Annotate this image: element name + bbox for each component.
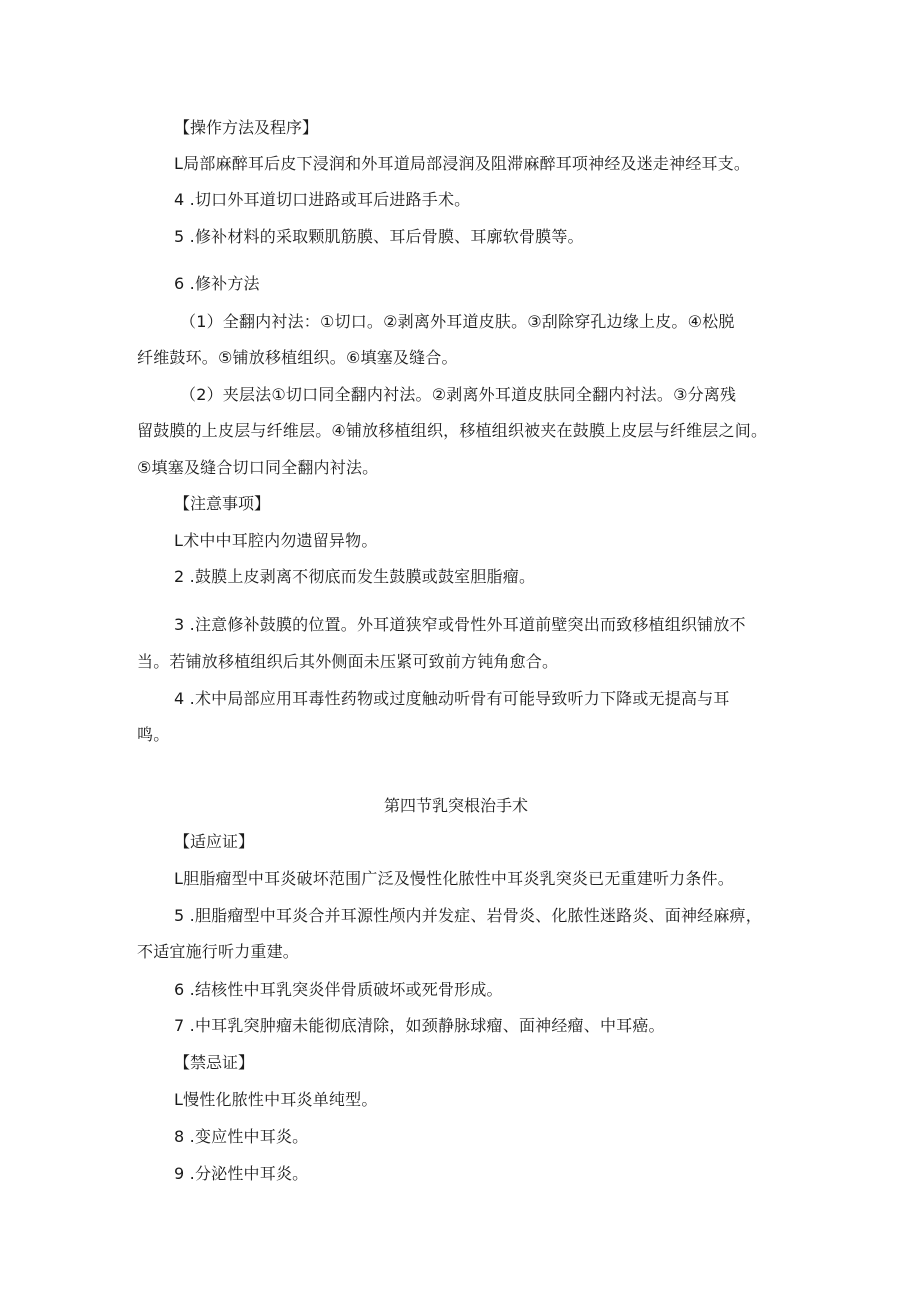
paragraph-line: 5 .胆脂瘤型中耳炎合并耳源性颅内并发症、岩骨炎、化脓性迷路炎、面神经麻痹， — [174, 906, 762, 925]
section-heading-contraindications: 【禁忌证】 — [174, 1053, 255, 1072]
paragraph-line: L局部麻醉耳后皮下浸润和外耳道局部浸润及阻滞麻醉耳项神经及迷走神经耳支。 — [174, 154, 751, 173]
paragraph-line: ⑤填塞及缝合切口同全翻内衬法。 — [137, 458, 379, 477]
paragraph-line: 5 .修补材料的采取颗肌筋膜、耳后骨膜、耳廓软骨膜等。 — [174, 227, 584, 246]
paragraph-line: L慢性化脓性中耳炎单纯型。 — [174, 1090, 378, 1109]
paragraph-line: 纤维鼓环。⑤铺放移植组织。⑥填塞及缝合。 — [137, 348, 458, 367]
paragraph-line: 6 .结核性中耳乳突炎伴骨质破坏或死骨形成。 — [174, 980, 503, 999]
paragraph-line: L胆脂瘤型中耳炎破坏范围广泛及慢性化脓性中耳炎乳突炎已无重建听力条件。 — [174, 869, 734, 888]
paragraph-line: （2）夹层法①切口同全翻内衬法。②剥离外耳道皮肤同全翻内衬法。③分离残 — [180, 385, 737, 404]
paragraph-line: 不适宜施行听力重建。 — [137, 942, 300, 961]
chapter-title: 第四节乳突根治手术 — [384, 796, 529, 815]
section-heading-procedure: 【操作方法及程序】 — [174, 118, 319, 137]
paragraph-line: 6 .修补方法 — [174, 274, 260, 293]
paragraph-line: 当。若铺放移植组织后其外侧面未压紧可致前方钝角愈合。 — [137, 652, 559, 671]
paragraph-line: 4 .术中局部应用耳毒性药物或过度触动听骨有可能导致听力下降或无提高与耳 — [174, 689, 730, 708]
paragraph-line: 4 .切口外耳道切口进路或耳后进路手术。 — [174, 190, 471, 209]
paragraph-line: 9 .分泌性中耳炎。 — [174, 1164, 309, 1183]
paragraph-line: 8 .变应性中耳炎。 — [174, 1127, 309, 1146]
paragraph-line: 3 .注意修补鼓膜的位置。外耳道狭窄或骨性外耳道前壁突出而致移植组织铺放不 — [174, 615, 746, 634]
paragraph-line: 留鼓膜的上皮层与纤维层。④铺放移植组织，移植组织被夹在鼓膜上皮层与纤维层之间。 — [137, 421, 768, 440]
paragraph-line: 鸣。 — [137, 725, 170, 744]
paragraph-line: 2 .鼓膜上皮剥离不彻底而发生鼓膜或鼓室胆脂瘤。 — [174, 567, 536, 586]
paragraph-line: L术中中耳腔内勿遗留异物。 — [174, 531, 378, 550]
paragraph-line: 7 .中耳乳突肿瘤未能彻底清除，如颈静脉球瘤、面神经瘤、中耳癌。 — [174, 1016, 665, 1035]
section-heading-indications: 【适应证】 — [174, 832, 255, 851]
paragraph-line: （1）全翻内衬法：①切口。②剥离外耳道皮肤。③刮除穿孔边缘上皮。④松脱 — [180, 312, 735, 331]
section-heading-precautions: 【注意事项】 — [174, 494, 271, 513]
